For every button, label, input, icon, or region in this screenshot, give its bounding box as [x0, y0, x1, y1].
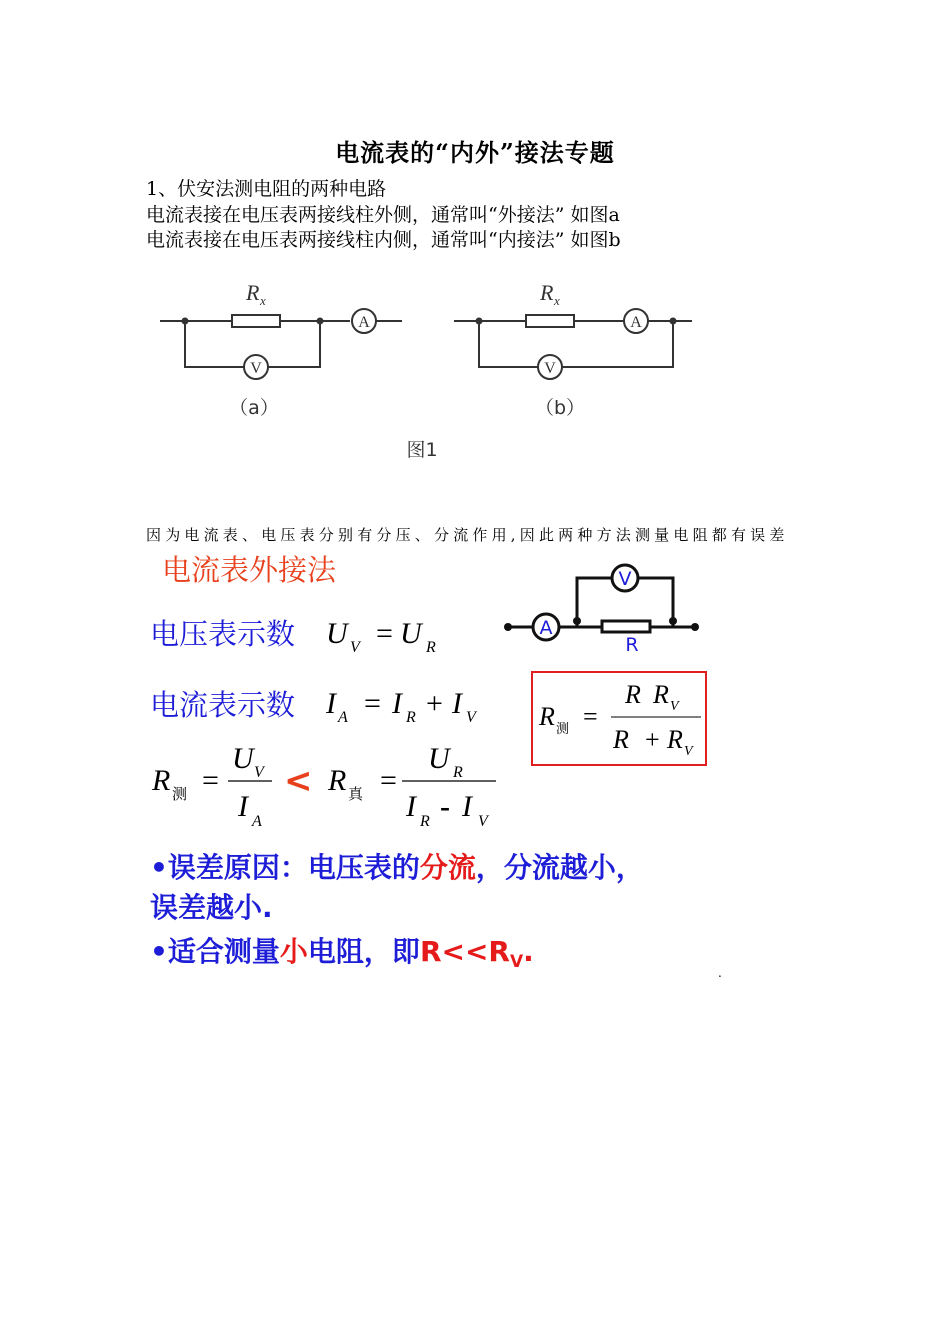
equation-resistance-comparison	[148, 738, 508, 836]
svg-text:R: R	[152, 764, 171, 797]
slide-heading: 电流表外接法	[162, 553, 337, 587]
svg-text:测: 测	[556, 722, 570, 737]
svg-text:R: R	[453, 764, 463, 781]
svg-text:R: R	[406, 709, 416, 726]
ammeter-reading-label: 电流表示数	[150, 688, 296, 722]
svg-text:V: V	[478, 813, 488, 830]
circuit-resistor: R	[625, 634, 639, 656]
svg-text:R: R	[653, 680, 669, 709]
svg-text:V: V	[350, 639, 360, 656]
svg-text:U: U	[232, 742, 254, 775]
svg-text:I: I	[462, 790, 472, 823]
svg-text:<: <	[284, 761, 313, 801]
resistor-sub-b: x	[554, 293, 560, 308]
svg-text:R: R	[625, 680, 641, 709]
equation-voltage	[320, 612, 460, 658]
svg-text:R: R	[426, 639, 436, 656]
svg-text:I: I	[392, 687, 402, 720]
voltmeter-a: V	[250, 360, 262, 377]
svg-text:V: V	[670, 699, 679, 714]
svg-text:测: 测	[172, 785, 188, 803]
svg-text:V: V	[466, 709, 476, 726]
external-connection-circuit	[500, 562, 705, 662]
bullet-error-cause-cont: 误差越小.	[150, 891, 273, 924]
svg-text:A: A	[252, 813, 262, 830]
page-title: 电流表的“内外”接法专题	[335, 138, 615, 167]
svg-text:V: V	[684, 744, 693, 759]
bullet-error-cause: •误差原因：电压表的分流，分流越小，	[150, 851, 644, 884]
svg-text:=: =	[583, 702, 598, 731]
svg-text:U: U	[428, 742, 450, 775]
intro-line-1: 1、伏安法测电阻的两种电路	[146, 178, 387, 200]
resistor-label-a: R	[246, 280, 260, 305]
svg-text:=: =	[380, 764, 397, 797]
svg-text:+: +	[426, 687, 443, 720]
svg-text:I: I	[238, 790, 248, 823]
circuit-voltmeter: V	[618, 568, 632, 590]
voltmeter-reading-label: 电压表示数	[150, 617, 296, 651]
svg-text:=: =	[364, 687, 381, 720]
bullet-suitable-use: •适合测量小电阻，即$R<<R_V$.	[150, 935, 534, 972]
voltmeter-b: V	[544, 360, 556, 377]
svg-text:=: =	[202, 764, 219, 797]
figure-caption: 图1	[406, 439, 438, 461]
intro-line-2: 电流表接在电压表两接线柱外侧，通常叫“外接法” 如图a	[146, 204, 620, 226]
circuit-ammeter: A	[539, 617, 553, 639]
resistor-label-b: R	[540, 280, 554, 305]
result-formula	[533, 673, 705, 764]
equation-current	[320, 682, 490, 728]
caption-a: （a）	[229, 397, 279, 419]
svg-text:+: +	[645, 725, 660, 754]
svg-text:U: U	[400, 617, 422, 650]
svg-text:-: -	[440, 790, 450, 823]
svg-text:U: U	[326, 617, 348, 650]
intro-line-3: 电流表接在电压表两接线柱内侧，通常叫“内接法” 如图b	[146, 229, 621, 251]
svg-text:R: R	[328, 764, 347, 797]
svg-text:真: 真	[348, 785, 364, 803]
svg-text:V: V	[254, 764, 264, 781]
resistor-sub-a: x	[260, 293, 266, 308]
svg-text:R: R	[539, 702, 555, 731]
svg-text:R: R	[667, 725, 683, 754]
svg-text:=: =	[376, 617, 393, 650]
trailing-dot: .	[718, 966, 722, 980]
svg-text:I: I	[406, 790, 416, 823]
svg-text:R: R	[420, 813, 430, 830]
ammeter-a: A	[358, 314, 370, 331]
svg-text:A: A	[338, 709, 348, 726]
caption-b: （b）	[534, 397, 586, 419]
svg-text:I: I	[326, 687, 336, 720]
svg-text:R: R	[613, 725, 629, 754]
error-note: 因为电流表、电压表分别有分压、分流作用,因此两种方法测量电阻都有误差	[146, 526, 789, 544]
figure-1-circuits	[150, 270, 710, 470]
ammeter-b: A	[630, 314, 642, 331]
svg-text:I: I	[452, 687, 462, 720]
